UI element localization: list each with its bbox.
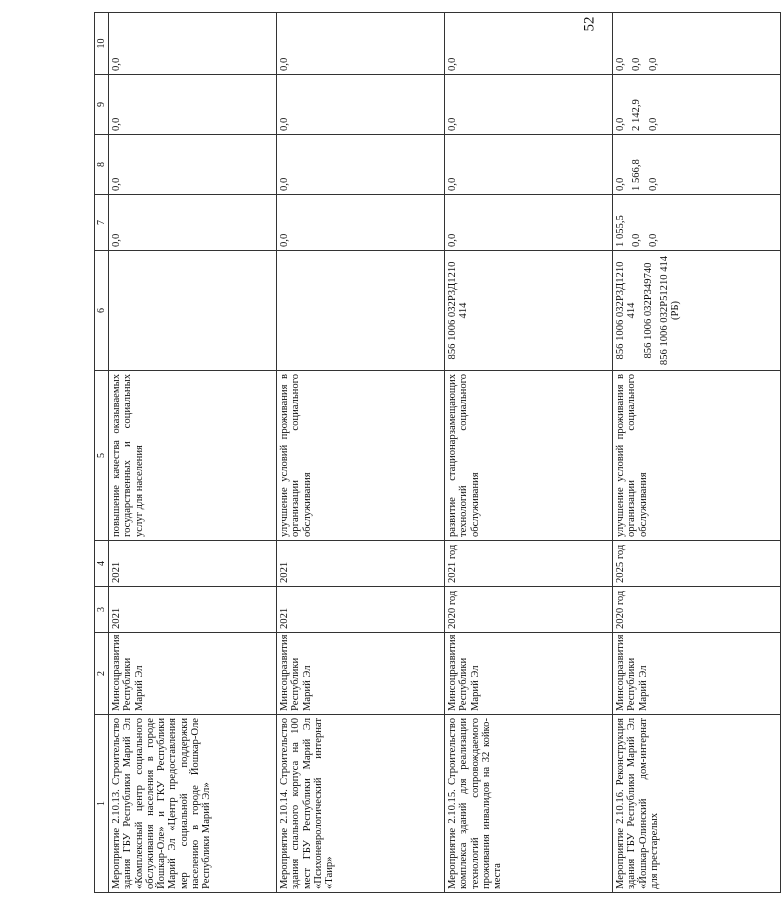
- start-year-cell: 2020 год: [613, 587, 781, 633]
- amount-cell-line: 1 566,8: [631, 159, 643, 191]
- col-header: 6: [95, 251, 109, 371]
- start-year-cell: 2021: [109, 587, 277, 633]
- budget-code-cell: [613, 251, 781, 371]
- table-row: [445, 13, 613, 893]
- table-row: [109, 13, 277, 893]
- amount-cell: [277, 75, 445, 135]
- amount-cell-line: 0,0: [279, 117, 290, 131]
- budget-code-cell-line: 856 1006 032P51210 414 (РБ): [658, 255, 682, 366]
- budget-code-cell: [445, 251, 613, 371]
- amount-cell: [445, 75, 613, 135]
- col-header: 8: [95, 135, 109, 195]
- amount-cell-line: 0,0: [647, 177, 659, 191]
- amount-cell: [613, 13, 781, 75]
- col-header: 9: [95, 75, 109, 135]
- amount-cell-line: 0,0: [615, 177, 626, 191]
- end-year-cell: 2021: [109, 541, 277, 587]
- budget-code-cell: [109, 251, 277, 371]
- col-header: 4: [95, 541, 109, 587]
- header-row: [95, 13, 109, 893]
- amount-cell-line: 0,0: [631, 57, 643, 71]
- amount-cell: [445, 13, 613, 75]
- amount-cell-line: 0,0: [447, 177, 458, 191]
- amount-cell-line: 0,0: [447, 233, 458, 247]
- amount-cell: [109, 135, 277, 195]
- amount-cell-line: 0,0: [447, 117, 458, 131]
- amount-cell-line: 0,0: [647, 117, 659, 131]
- col-header: 7: [95, 195, 109, 251]
- amount-cell-line: 0,0: [279, 233, 290, 247]
- amount-cell-line: 0,0: [111, 177, 122, 191]
- page-number: 52: [581, 16, 598, 32]
- amount-cell-line: 0,0: [647, 57, 659, 71]
- budget-code-cell-line: 856 1006 032P349740: [642, 262, 654, 359]
- amount-cell: [277, 13, 445, 75]
- col-header: 10: [95, 13, 109, 75]
- rotated-page-content: [94, 13, 682, 893]
- measure-name-cell: Мероприятие 2.10.16. Реконструкция здания ГБУ Республики Марий Эл «Йошкар-Олинский дом-интернат для престарелых: [613, 715, 781, 893]
- amount-cell-line: 0,0: [631, 233, 643, 247]
- col-header: 2: [95, 633, 109, 715]
- amount-cell-line: 0,0: [111, 117, 122, 131]
- amount-cell-line: 1 055,5: [615, 215, 626, 247]
- responsible-cell: Минсоцразвития Республики Марий Эл: [109, 633, 277, 715]
- amount-cell: [277, 195, 445, 251]
- amount-cell: [109, 75, 277, 135]
- amount-cell: [445, 135, 613, 195]
- amount-cell: [613, 75, 781, 135]
- amount-cell-line: 0,0: [111, 57, 122, 71]
- result-cell: развитие стационарзамещающих технологий социального обслуживания: [445, 371, 613, 541]
- amount-cell-line: 0,0: [615, 117, 626, 131]
- amount-cell: [109, 13, 277, 75]
- end-year-cell: 2025 год: [613, 541, 781, 587]
- result-cell: улучшение условий проживания в организации социального обслуживания: [613, 371, 781, 541]
- budget-code-cell-line: 856 1006 032P3Д1210 414: [447, 261, 470, 360]
- amount-cell: [277, 135, 445, 195]
- start-year-cell: 2020 год: [445, 587, 613, 633]
- budget-code-cell-line: 856 1006 032P3Д1210 414: [615, 261, 638, 360]
- start-year-cell: 2021: [277, 587, 445, 633]
- end-year-cell: 2021: [277, 541, 445, 587]
- measure-name-cell: Мероприятие 2.10.15. Строительство комплекса зданий для реализации технологий сопровождаемого проживания инвалидов на 32 койко-места: [445, 715, 613, 893]
- measure-name-cell: Мероприятие 2.10.14. Строительство здания спального корпуса на 100 мест ГБУ Республики Марий Эл «Психоневрологический интернат «Таир»: [277, 715, 445, 893]
- measure-name-cell: Мероприятие 2.10.13. Строительство здания ГБУ Республики Марий Эл «Комплексный центр социального обслуживания населения в городе Йошкар-Оле» и ГКУ Республики Марий Эл «Центр предоставления мер социальной поддержки населению в городе Йошкар-Оле Республики Марий Эл»: [109, 715, 277, 893]
- amount-cell-line: 0,0: [111, 233, 122, 247]
- col-header: 1: [95, 715, 109, 893]
- responsible-cell: Минсоцразвития Республики Марий Эл: [613, 633, 781, 715]
- program-table: [94, 12, 781, 893]
- result-cell: повышение качества оказываемых государственных и социальных услуг для населения: [109, 371, 277, 541]
- amount-cell: [109, 195, 277, 251]
- end-year-cell: 2021 год: [445, 541, 613, 587]
- table-row: [277, 13, 445, 893]
- amount-cell: [613, 135, 781, 195]
- amount-cell-line: 0,0: [279, 177, 290, 191]
- col-header: 3: [95, 587, 109, 633]
- responsible-cell: Минсоцразвития Республики Марий Эл: [445, 633, 613, 715]
- result-cell: улучшение условий проживания в организации социального обслуживания: [277, 371, 445, 541]
- amount-cell: [445, 195, 613, 251]
- amount-cell-line: 0,0: [615, 57, 626, 71]
- table-row: [613, 13, 781, 893]
- amount-cell-line: 0,0: [279, 57, 290, 71]
- amount-cell: [613, 195, 781, 251]
- amount-cell-line: 2 142,9: [631, 99, 643, 131]
- amount-cell-line: 0,0: [447, 57, 458, 71]
- responsible-cell: Минсоцразвития Республики Марий Эл: [277, 633, 445, 715]
- budget-code-cell: [277, 251, 445, 371]
- amount-cell-line: 0,0: [647, 233, 659, 247]
- col-header: 5: [95, 371, 109, 541]
